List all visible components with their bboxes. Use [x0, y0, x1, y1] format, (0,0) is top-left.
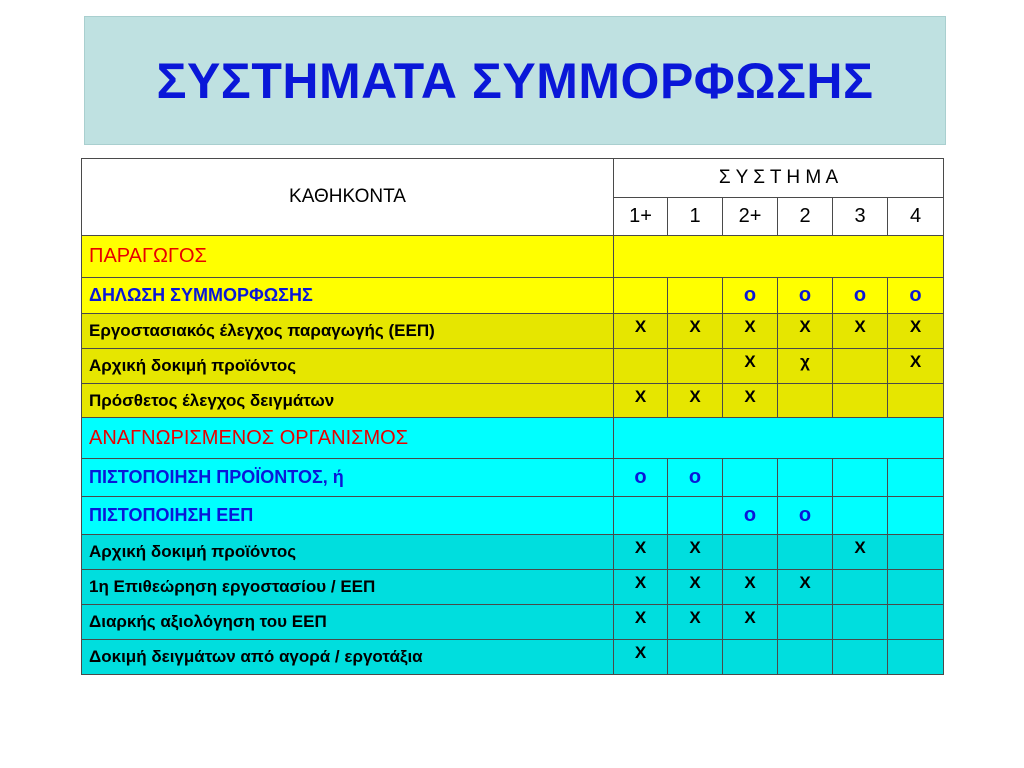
task-row [82, 384, 944, 418]
mark-cell: o [723, 497, 778, 535]
mark-cell [668, 278, 723, 314]
mark-cell: X [668, 384, 723, 418]
task-row [82, 314, 944, 349]
section-spacer [614, 236, 944, 278]
task-row [82, 278, 944, 314]
mark-cell [888, 459, 944, 497]
mark-cell [833, 497, 888, 535]
task-label: Εργοστασιακός έλεγχος παραγωγής (ΕΕΠ) [82, 314, 614, 349]
mark-cell: X [888, 349, 944, 384]
mark-cell [778, 640, 833, 675]
mark-cell: X [668, 605, 723, 640]
mark-cell: X [614, 570, 668, 605]
mark-cell: X [723, 570, 778, 605]
mark-cell [614, 278, 668, 314]
system-col-header: 1+ [614, 198, 668, 236]
mark-cell: X [668, 535, 723, 570]
section-row [82, 418, 944, 459]
mark-cell: o [778, 497, 833, 535]
task-label: ΔΗΛΩΣΗ ΣΥΜΜΟΡΦΩΣΗΣ [82, 278, 614, 314]
system-col-header: 3 [833, 198, 888, 236]
mark-cell [778, 384, 833, 418]
mark-cell [723, 535, 778, 570]
mark-cell [888, 570, 944, 605]
mark-cell: X [614, 640, 668, 675]
mark-cell: X [723, 349, 778, 384]
mark-cell: X [833, 535, 888, 570]
section-label: ΠΑΡΑΓΩΓΟΣ [82, 236, 614, 278]
system-header: Σ Υ Σ Τ Η Μ Α [614, 159, 944, 198]
mark-cell: X [833, 314, 888, 349]
mark-cell [833, 459, 888, 497]
task-row [82, 497, 944, 535]
mark-cell [778, 535, 833, 570]
task-row [82, 570, 944, 605]
mark-cell [723, 459, 778, 497]
mark-cell [778, 459, 833, 497]
task-label: Πρόσθετος έλεγχος δειγμάτων [82, 384, 614, 418]
task-row [82, 349, 944, 384]
compliance-systems-table [81, 158, 944, 675]
mark-cell [614, 349, 668, 384]
mark-cell [888, 384, 944, 418]
task-row [82, 605, 944, 640]
mark-cell [833, 605, 888, 640]
title-banner [84, 16, 946, 145]
mark-cell [888, 605, 944, 640]
mark-cell [833, 570, 888, 605]
tasks-header: ΚΑΘΗΚΟΝΤΑ [82, 159, 614, 236]
mark-cell [833, 640, 888, 675]
section-label: ΑΝΑΓΝΩΡΙΣΜΕΝΟΣ ΟΡΓΑΝΙΣΜΟΣ [82, 418, 614, 459]
mark-cell [668, 349, 723, 384]
mark-cell: X [668, 314, 723, 349]
mark-cell: X [614, 314, 668, 349]
mark-cell: o [614, 459, 668, 497]
system-col-header: 4 [888, 198, 944, 236]
task-label: Διαρκής αξιολόγηση του ΕΕΠ [82, 605, 614, 640]
mark-cell [833, 349, 888, 384]
mark-cell [888, 535, 944, 570]
mark-cell: X [778, 570, 833, 605]
mark-cell [888, 497, 944, 535]
section-row [82, 236, 944, 278]
system-col-header: 2+ [723, 198, 778, 236]
mark-cell [723, 640, 778, 675]
mark-cell [833, 384, 888, 418]
mark-cell: X [614, 605, 668, 640]
mark-cell [614, 497, 668, 535]
mark-cell [668, 497, 723, 535]
task-row [82, 535, 944, 570]
mark-cell: X [888, 314, 944, 349]
task-label: Αρχική δοκιμή προϊόντος [82, 535, 614, 570]
mark-cell: o [723, 278, 778, 314]
section-spacer [614, 418, 944, 459]
mark-cell: o [668, 459, 723, 497]
system-col-header: 2 [778, 198, 833, 236]
task-row [82, 459, 944, 497]
mark-cell: o [833, 278, 888, 314]
mark-cell: X [614, 384, 668, 418]
mark-cell [778, 605, 833, 640]
mark-cell: X [723, 314, 778, 349]
task-label: ΠΙΣΤΟΠΟΙΗΣΗ ΕΕΠ [82, 497, 614, 535]
task-label: Αρχική δοκιμή προϊόντος [82, 349, 614, 384]
mark-cell [668, 640, 723, 675]
task-label: ΠΙΣΤΟΠΟΙΗΣΗ ΠΡΟΪΟΝΤΟΣ, ή [82, 459, 614, 497]
mark-cell: X [778, 314, 833, 349]
system-col-header: 1 [668, 198, 723, 236]
task-label: Δοκιμή δειγμάτων από αγορά / εργοτάξια [82, 640, 614, 675]
mark-cell [888, 640, 944, 675]
mark-cell: χ [778, 349, 833, 384]
task-row [82, 640, 944, 675]
mark-cell: o [778, 278, 833, 314]
mark-cell: X [723, 605, 778, 640]
mark-cell: o [888, 278, 944, 314]
task-label: 1η Επιθεώρηση εργοστασίου / ΕΕΠ [82, 570, 614, 605]
mark-cell: X [723, 384, 778, 418]
mark-cell: X [614, 535, 668, 570]
mark-cell: X [668, 570, 723, 605]
slide-title: ΣΥΣΤΗΜΑΤΑ ΣΥΜΜΟΡΦΩΣΗΣ [156, 52, 874, 109]
